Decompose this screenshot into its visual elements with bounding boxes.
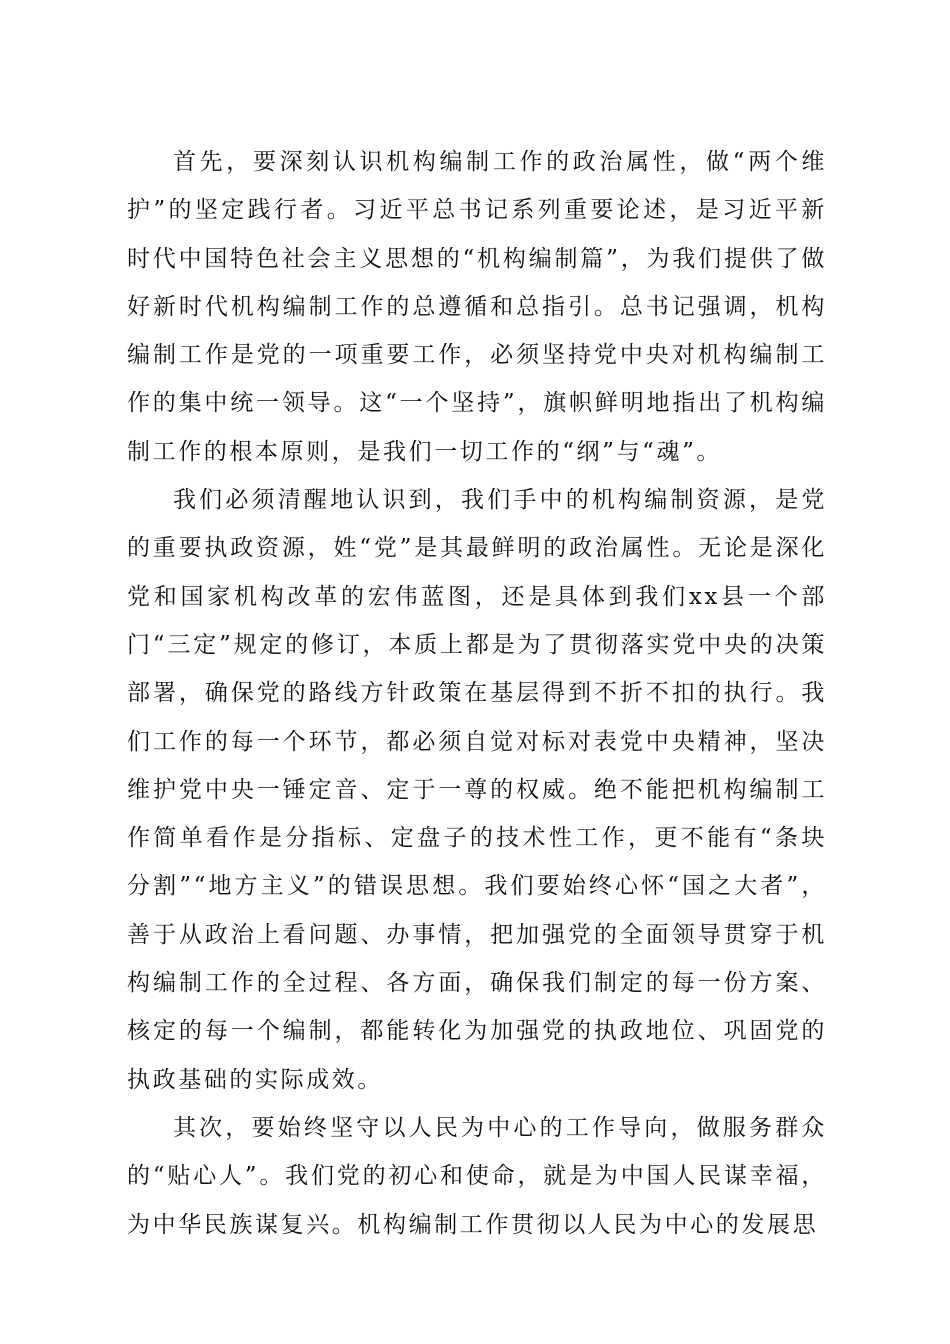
paragraph-3: 其次，要始终坚守以人民为中心的工作导向，做服务群众的“贴心人”。我们党的初心和使命，就是为中国人民谋幸福，为中华民族谋复兴。机构编制工作贯彻以人民为中心的发展思 [127,1114,827,1238]
paragraph-1: 首先，要深刻认识机构编制工作的政治属性，做“两个维护”的坚定践行者。习近平总书记系列重要论述，是习近平新时代中国特色社会主义思想的“机构编制篇”，为我们提供了做好新时代机构编制工作的总遵循和总指引。总书记强调，机构编制工作是党的一项重要工作，必须坚持党中央对机构编制工作的集中统一领导。这“一个坚持”，旗帜鲜明地指出了机构编制工作的根本原则，是我们一切工作的“纲”与“魂”。 [127,149,827,465]
document-body [127,138,827,1249]
paragraph-2: 我们必须清醒地认识到，我们手中的机构编制资源，是党的重要执政资源，姓“党”是其最鲜明的政治属性。无论是深化党和国家机构改革的宏伟蓝图，还是具体到我们xx县一个部门“三定”规定的修订，本质上都是为了贯彻落实党中央的决策部署，确保党的路线方针政策在基层得到不折不扣的执行。我们工作的每一个环节，都必须自觉对标对表党中央精神，坚决维护党中央一锤定音、定于一尊的权威。绝不能把机构编制工作简单看作是分指标、定盘子的技术性工作，更不能有“条块分割”“地方主义”的错误思想。我们要始终心怀“国之大者”，善于从政治上看问题、办事情，把加强党的全面领导贯穿于机构编制工作的全过程、各方面，确保我们制定的每一份方案、核定的每一个编制，都能转化为加强党的执政地位、巩固党的执政基础的实际成效。 [127,487,827,1093]
